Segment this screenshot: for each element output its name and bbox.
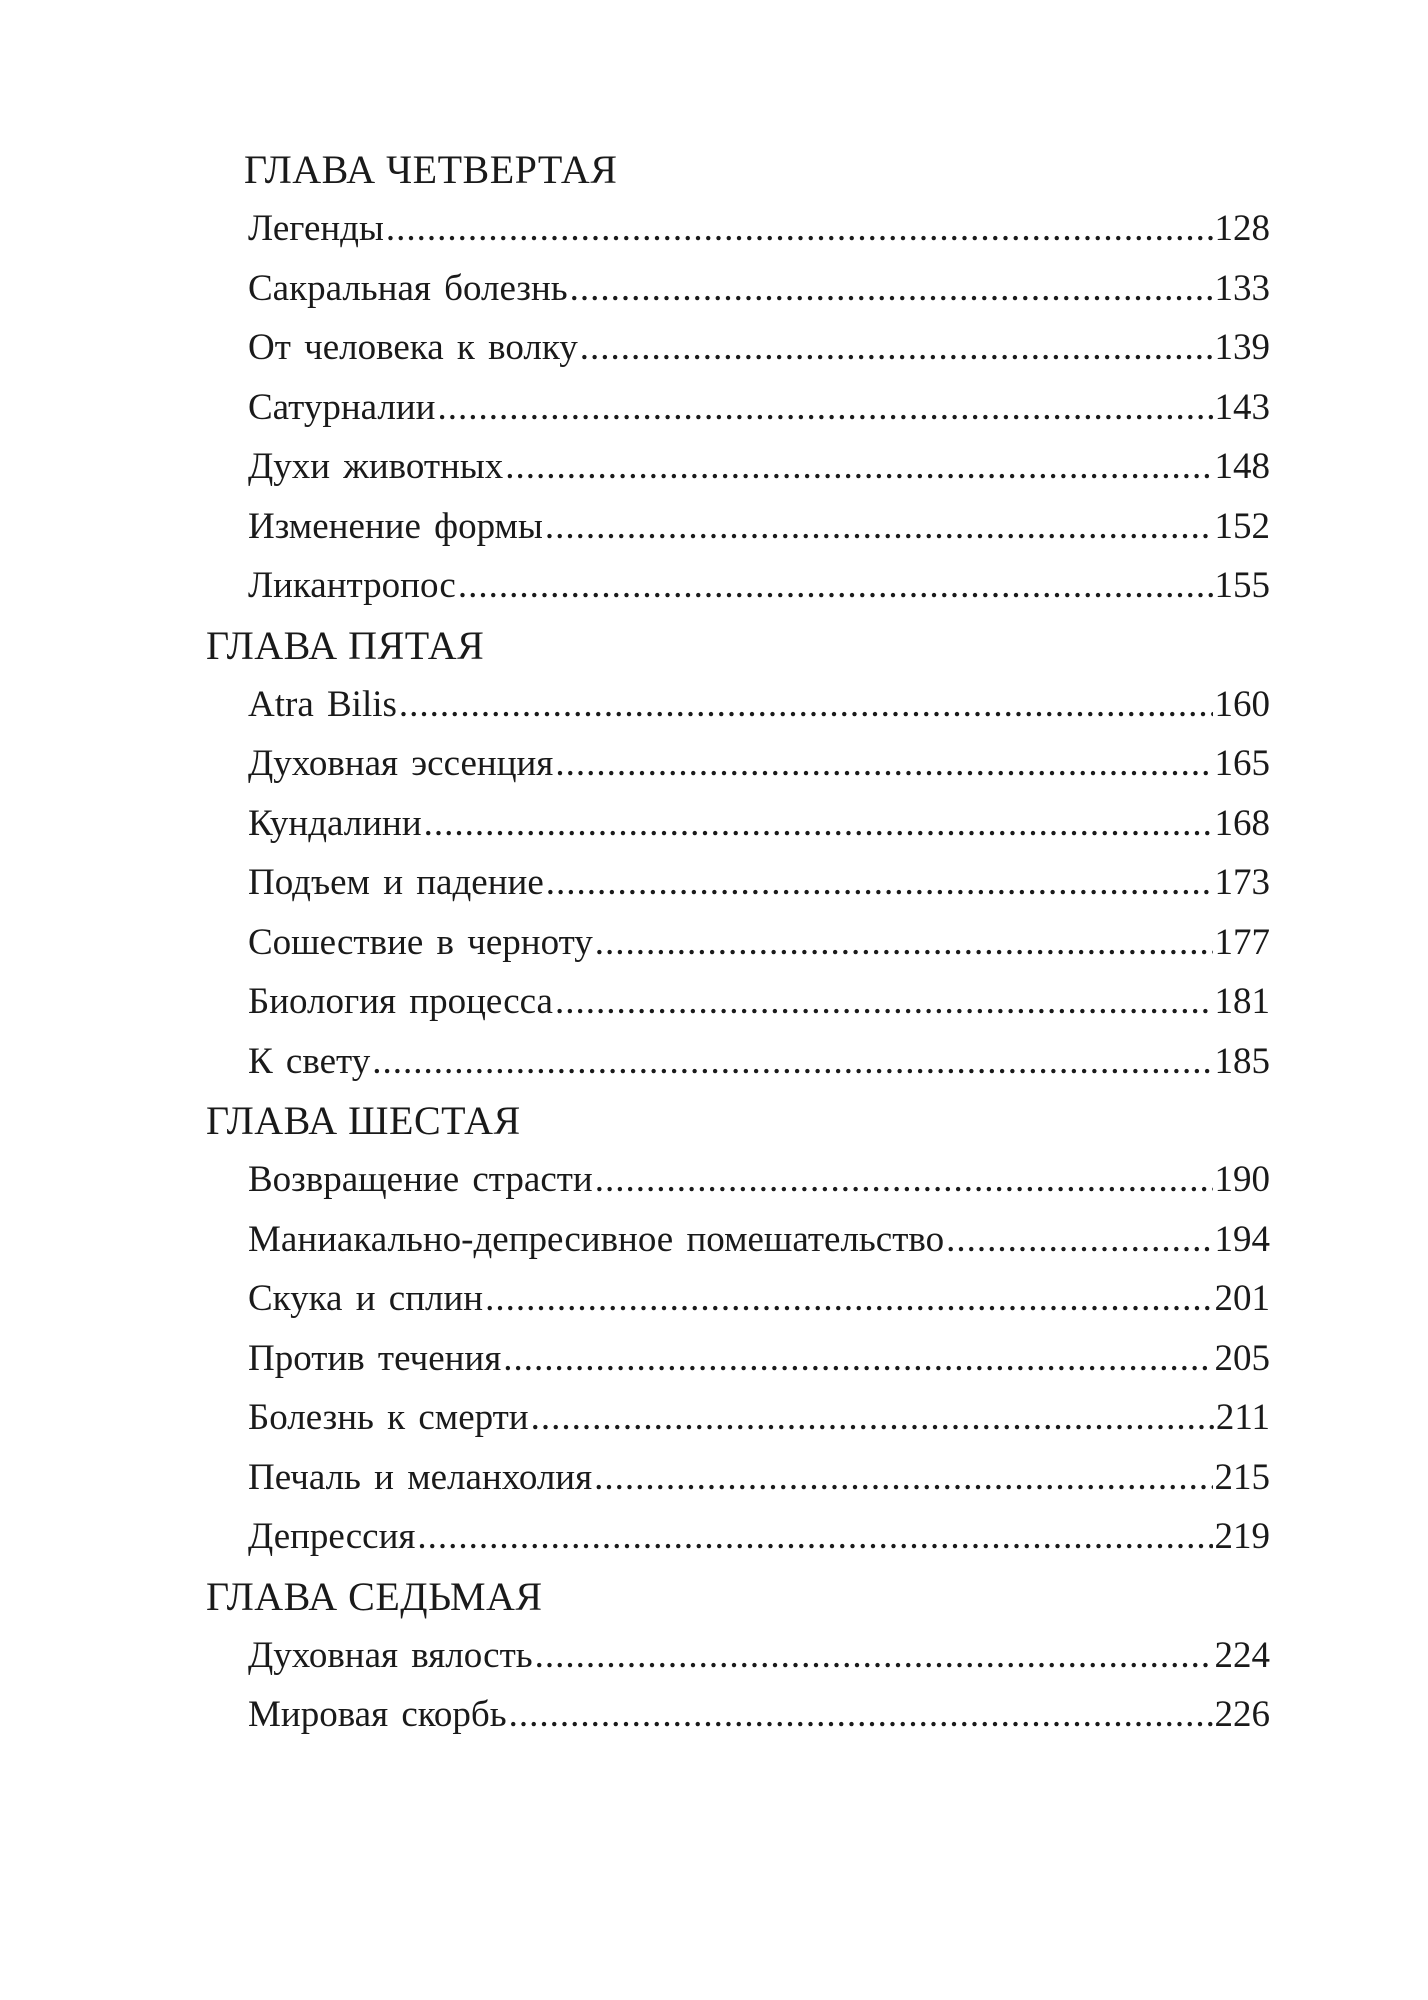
toc-entry-title: Болезнь к смерти — [248, 1397, 529, 1438]
toc-entry-page: 224 — [1214, 1634, 1270, 1676]
toc-entry-title: От человека к волку — [248, 327, 578, 368]
toc-entry[interactable] — [206, 675, 1270, 735]
toc-entry-title: Сакральная болезнь — [248, 267, 568, 309]
toc-entry[interactable] — [206, 497, 1270, 557]
toc-entry-title: Духовная вялость — [248, 1634, 533, 1676]
toc-entry-page: 177 — [1214, 921, 1270, 963]
toc-entry-title: Биология процесса — [248, 981, 553, 1022]
chapter-heading: ГЛАВА СЕДЬМАЯ — [206, 1573, 543, 1619]
dot-leader — [946, 1210, 1212, 1270]
toc-entry[interactable] — [206, 1150, 1270, 1210]
dot-leader — [399, 675, 1213, 735]
toc-entry[interactable] — [206, 913, 1270, 973]
toc-entry[interactable] — [206, 556, 1270, 616]
dot-leader — [424, 794, 1213, 854]
dot-leader — [437, 378, 1212, 438]
dot-leader — [535, 1626, 1213, 1686]
toc-entry-title: Легенды — [248, 208, 384, 249]
toc-entry[interactable] — [206, 1448, 1270, 1508]
toc-entry-title: Депрессия — [248, 1516, 416, 1557]
dot-leader — [580, 318, 1213, 378]
toc-entry[interactable] — [206, 1388, 1270, 1448]
toc-entry[interactable] — [206, 794, 1270, 854]
toc-entry-page: 215 — [1214, 1456, 1270, 1498]
toc-entry[interactable] — [206, 1329, 1270, 1389]
dot-leader — [555, 972, 1213, 1032]
dot-leader — [417, 1507, 1212, 1567]
toc-entry-title: Сатурналии — [248, 386, 436, 428]
dot-leader — [503, 1329, 1212, 1389]
toc-entry[interactable] — [206, 318, 1270, 378]
toc-entry-page: 165 — [1214, 743, 1270, 784]
toc-entry-title: Сошествие в черноту — [248, 921, 593, 963]
toc-entry-page: 211 — [1215, 1397, 1270, 1438]
toc-entry-title: Скука и сплин — [248, 1278, 484, 1319]
dot-leader — [555, 734, 1212, 794]
toc-entry-page: 181 — [1214, 981, 1270, 1022]
toc-entry-title: Изменение формы — [248, 505, 543, 547]
toc-entry[interactable] — [206, 1685, 1270, 1745]
toc-entry[interactable] — [206, 972, 1270, 1032]
toc-entry[interactable] — [206, 1210, 1270, 1270]
toc-entry[interactable] — [206, 259, 1270, 319]
toc-entry-title: Подъем и падение — [248, 862, 544, 903]
toc-entry-page: 219 — [1214, 1516, 1270, 1557]
toc-entry-page: 226 — [1214, 1694, 1270, 1735]
toc-entry-page: 190 — [1214, 1159, 1270, 1200]
dot-leader — [458, 556, 1213, 616]
toc-entry-page: 128 — [1214, 208, 1270, 249]
toc-entry-title: Кундалини — [248, 802, 422, 844]
toc-entry-page: 148 — [1214, 446, 1270, 487]
dot-leader — [372, 1032, 1212, 1092]
toc-entry[interactable] — [206, 199, 1270, 259]
toc-entry[interactable] — [206, 734, 1270, 794]
dot-leader — [485, 1269, 1212, 1329]
dot-leader — [594, 1448, 1212, 1508]
dot-leader — [531, 1388, 1214, 1448]
toc-entry-page: 205 — [1214, 1337, 1270, 1379]
toc-entry-title: Мировая скорбь — [248, 1694, 507, 1735]
toc-entry-page: 173 — [1214, 862, 1270, 903]
toc-entry-title: Возвращение страсти — [248, 1159, 593, 1200]
toc-entry-page: 185 — [1214, 1040, 1270, 1082]
dot-leader — [546, 853, 1213, 913]
toc-entry[interactable] — [206, 378, 1270, 438]
chapter-heading: ГЛАВА ШЕСТАЯ — [206, 1098, 521, 1143]
toc-entry-page: 168 — [1214, 802, 1270, 844]
toc-entry-title: Печаль и меланхолия — [248, 1456, 593, 1498]
toc-entry-title: Против течения — [248, 1337, 502, 1379]
dot-leader — [505, 437, 1212, 497]
toc-entry-page: 194 — [1214, 1218, 1270, 1260]
toc-entry[interactable] — [206, 1626, 1270, 1686]
toc-entry-page: 139 — [1214, 327, 1270, 368]
dot-leader — [545, 497, 1213, 557]
toc-entry-title: Духи животных — [248, 446, 504, 487]
toc-entry-page: 160 — [1214, 683, 1270, 725]
toc-entry-page: 155 — [1214, 565, 1270, 606]
dot-leader — [570, 259, 1213, 319]
toc-entry-title: Atra Bilis — [248, 683, 397, 725]
chapter-heading: ГЛАВА ПЯТАЯ — [206, 622, 485, 668]
dot-leader — [595, 1150, 1213, 1210]
table-of-contents — [206, 140, 1270, 1745]
toc-entry[interactable] — [206, 1507, 1270, 1567]
toc-entry-page: 201 — [1214, 1278, 1270, 1319]
toc-entry-title: К свету — [248, 1040, 371, 1082]
toc-entry[interactable] — [206, 1032, 1270, 1092]
toc-entry-title: Духовная эссенция — [248, 743, 554, 784]
toc-entry-page: 133 — [1214, 267, 1270, 309]
chapter-heading: ГЛАВА ЧЕТВЕРТАЯ — [244, 147, 618, 192]
dot-leader — [386, 199, 1213, 259]
toc-entry-page: 152 — [1214, 505, 1270, 547]
toc-entry-title: Маниакально-депресивное помешательство — [248, 1218, 945, 1260]
dot-leader — [509, 1685, 1213, 1745]
toc-entry-title: Ликантропос — [248, 565, 456, 606]
toc-entry-page: 143 — [1214, 386, 1270, 428]
toc-entry[interactable] — [206, 1269, 1270, 1329]
toc-entry[interactable] — [206, 437, 1270, 497]
dot-leader — [595, 913, 1213, 973]
toc-entry[interactable] — [206, 853, 1270, 913]
